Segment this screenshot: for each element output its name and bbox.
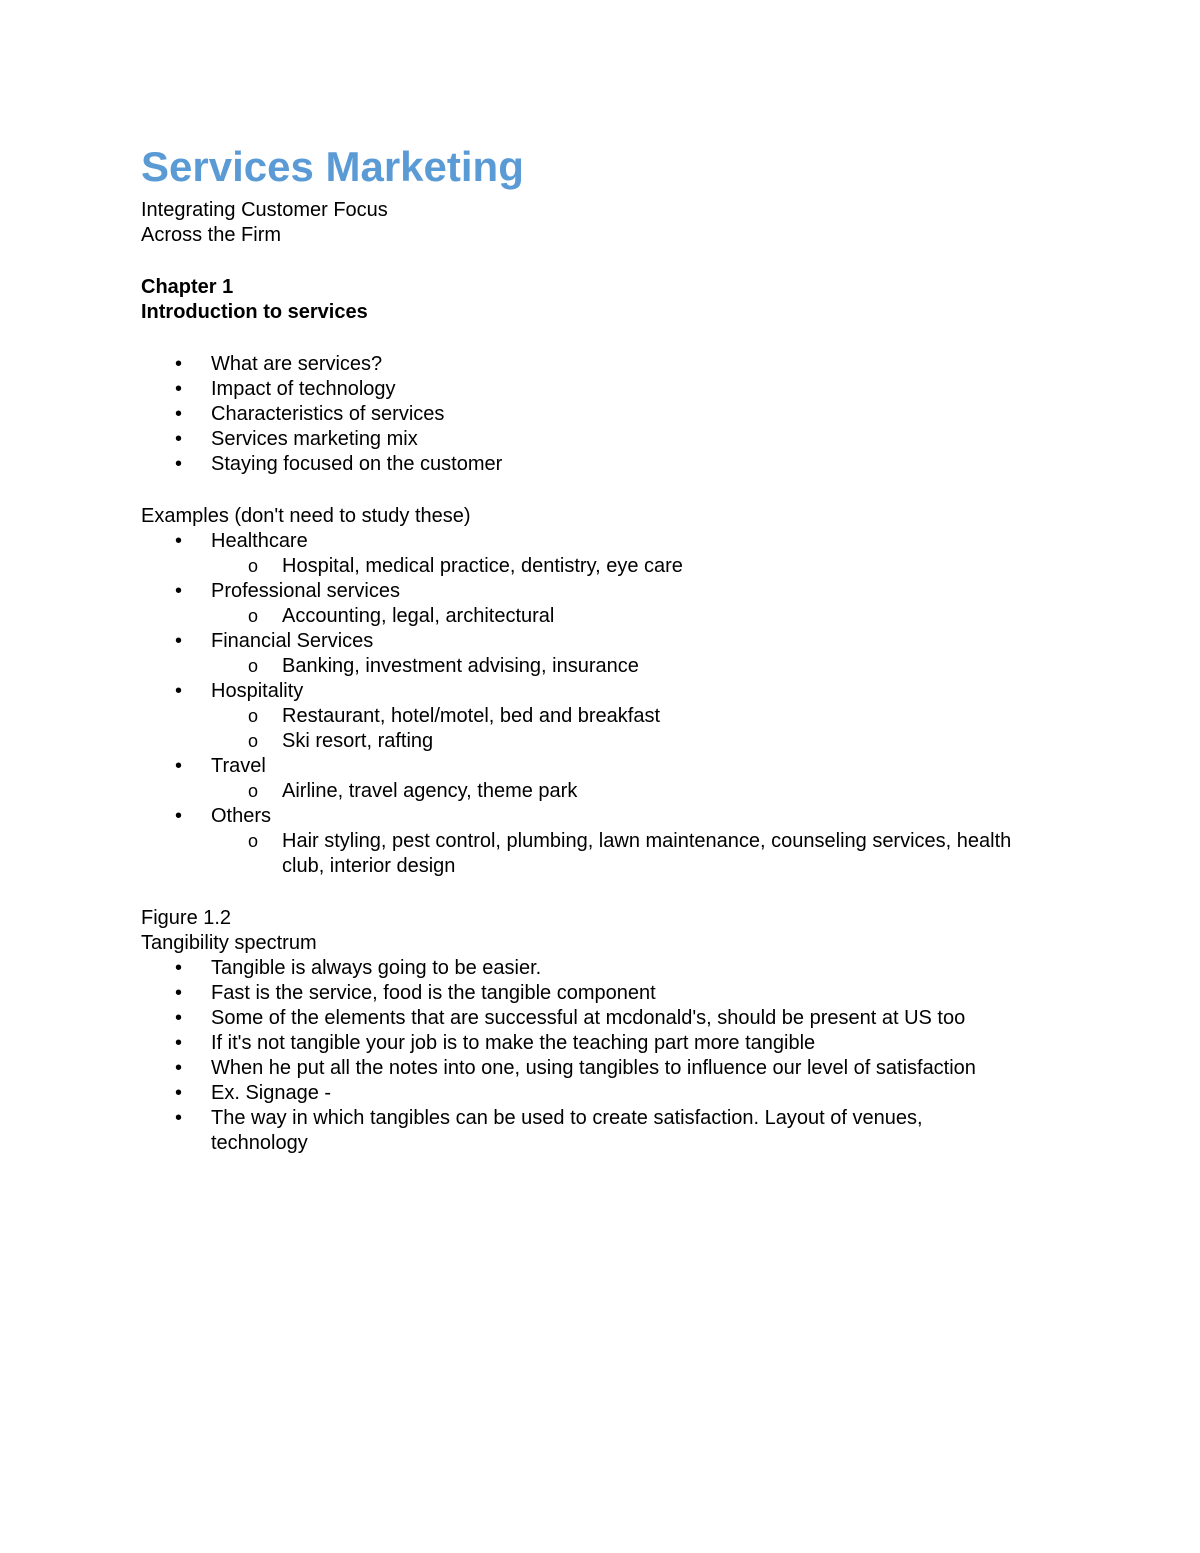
bullet-icon: • xyxy=(175,1057,183,1079)
sub-list-item: o Accounting, legal, architectural xyxy=(248,605,555,627)
bullet-icon: • xyxy=(175,982,183,1004)
sub-bullet-icon: o xyxy=(248,656,259,676)
bullet-icon: • xyxy=(175,378,183,400)
list-item: • Tangible is always going to be easier. xyxy=(175,957,542,979)
bullet-icon: • xyxy=(175,580,183,602)
list-item: • Hospitality xyxy=(175,680,304,702)
list-item: • What are services? xyxy=(175,353,383,375)
bullet-icon: • xyxy=(175,1082,183,1104)
bullet-icon: • xyxy=(175,453,183,475)
subtitle-line-1: Integrating Customer Focus xyxy=(141,199,388,221)
document-page xyxy=(141,140,1101,1156)
sub-bullet-icon: o xyxy=(248,606,259,626)
bullet-icon: • xyxy=(175,805,183,827)
bullet-icon: • xyxy=(175,403,183,425)
sub-bullet-icon: o xyxy=(248,831,259,851)
bullet-icon: • xyxy=(175,353,183,375)
list-item: • Ex. Signage - xyxy=(175,1082,332,1104)
subtitle-line-2: Across the Firm xyxy=(141,224,282,246)
list-item: • Travel xyxy=(175,755,266,777)
list-item: • If it's not tangible your job is to make the teaching part more tangible xyxy=(175,1032,816,1054)
list-item: • Healthcare xyxy=(175,530,308,552)
sub-list-item: o Ski resort, rafting xyxy=(248,730,434,752)
bullet-icon: • xyxy=(175,755,183,777)
chapter-number: Chapter 1 xyxy=(141,276,234,298)
list-item: • Financial Services xyxy=(175,630,374,652)
sub-bullet-icon: o xyxy=(248,781,259,801)
bullet-icon: • xyxy=(175,1032,183,1054)
list-item: • Impact of technology xyxy=(175,378,396,400)
list-item: • Staying focused on the customer xyxy=(175,453,503,475)
chapter-topics-list xyxy=(141,352,1101,477)
chapter-name: Introduction to services xyxy=(141,301,368,323)
examples-heading: Examples (don't need to study these) xyxy=(141,505,471,527)
bullet-icon: • xyxy=(175,1007,183,1029)
list-item: • Characteristics of services xyxy=(175,403,445,425)
list-item: • Services marketing mix xyxy=(175,428,418,450)
bullet-icon: • xyxy=(175,530,183,552)
bullet-icon: • xyxy=(175,957,183,979)
sub-bullet-icon: o xyxy=(248,731,259,751)
sub-bullet-icon: o xyxy=(248,706,259,726)
sub-bullet-icon: o xyxy=(248,556,259,576)
list-item: • Some of the elements that are successful at mcdonald's, should be present at US too xyxy=(175,1007,966,1029)
list-item: • The way in which tangibles can be used to create satisfaction. Layout of venues, technology xyxy=(175,1107,923,1154)
bullet-icon: • xyxy=(175,680,183,702)
figure-name: Tangibility spectrum xyxy=(141,932,317,954)
figure-label: Figure 1.2 xyxy=(141,907,232,929)
sub-list-item: o Hospital, medical practice, dentistry, eye care xyxy=(248,555,683,577)
list-item: • When he put all the notes into one, using tangibles to influence our level of satisfaction xyxy=(175,1057,976,1079)
list-item: • Professional services xyxy=(175,580,400,602)
list-item: • Others xyxy=(175,805,272,827)
sub-list-item: o Hair styling, pest control, plumbing, lawn maintenance, counseling services, health club, interior design xyxy=(248,830,1012,877)
bullet-icon: • xyxy=(175,630,183,652)
sub-list-item: o Banking, investment advising, insurance xyxy=(248,655,639,677)
document-title: Services Marketing xyxy=(141,143,524,190)
bullet-icon: • xyxy=(175,1107,183,1129)
figure-notes-list xyxy=(141,956,1101,1156)
bullet-icon: • xyxy=(175,428,183,450)
examples-list xyxy=(141,529,1101,879)
sub-list-item: o Airline, travel agency, theme park xyxy=(248,780,578,802)
sub-list-item: o Restaurant, hotel/motel, bed and breakfast xyxy=(248,705,661,727)
list-item: • Fast is the service, food is the tangible component xyxy=(175,982,656,1004)
